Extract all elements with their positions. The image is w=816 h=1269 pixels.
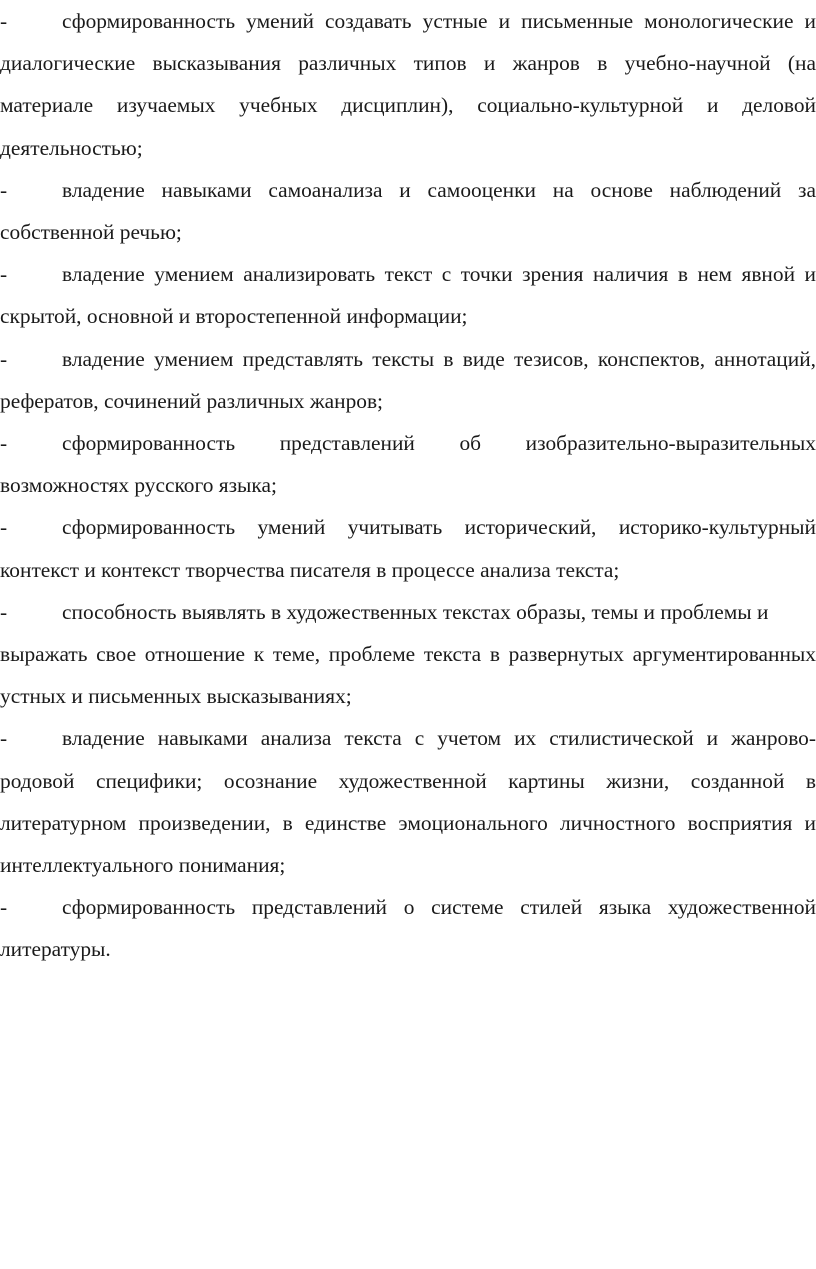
- list-item: [0, 506, 816, 590]
- list-item-text: владение навыками анализа текста с учетом их стилистической и жанрово-родовой специфики; осознание художественной картины жизни, созданной в литературном произведении, в единстве эмоционального личностного восприятия и интеллектуального понимания;: [0, 726, 816, 878]
- list-item-continuation: [0, 633, 816, 717]
- list-item: [0, 422, 816, 506]
- list-item-text: выражать свое отношение к теме, проблеме текста в развернутых аргументированных устных и письменных высказываниях;: [0, 642, 816, 709]
- list-item: [0, 253, 816, 337]
- list-item-text: сформированность умений создавать устные и письменные монологические и диалогические высказывания различных типов и жанров в учебно-научной (на материале изучаемых учебных дисциплин), социально-культурной и деловой деятельностью;: [0, 9, 816, 160]
- list-item: [0, 717, 816, 886]
- list-item: [0, 0, 816, 169]
- list-item: [0, 886, 816, 970]
- list-item-text: сформированность представлений об изобразительно-выразительных возможностях русского языка;: [0, 431, 816, 498]
- list-dash: -: [0, 726, 8, 751]
- list-dash: -: [0, 177, 8, 202]
- list-dash: -: [0, 262, 8, 287]
- list-dash: -: [0, 599, 8, 624]
- list-item: [0, 169, 816, 253]
- list-dash: -: [0, 515, 8, 540]
- list-item-text: владение умением анализировать текст с точки зрения наличия в нем явной и скрытой, основной и второстепенной информации;: [0, 262, 816, 329]
- list-item-text: сформированность представлений о системе стилей языка художественной литературы.: [0, 895, 816, 962]
- list-item: [0, 591, 816, 633]
- list-dash: -: [0, 895, 8, 920]
- list-item-text: сформированность умений учитывать исторический, историко-культурный контекст и контекст творчества писателя в процессе анализа текста;: [0, 515, 816, 582]
- list-item-text: владение навыками самоанализа и самооценки на основе наблюдений за собственной речью;: [0, 177, 816, 245]
- list-dash: -: [0, 9, 8, 33]
- list-dash: -: [0, 346, 8, 371]
- list-item-text: способность выявлять в художественных текстах образы, темы и проблемы и: [62, 599, 769, 624]
- list-item: [0, 338, 816, 422]
- list-item-text: владение умением представлять тексты в виде тезисов, конспектов, аннотаций, рефератов, сочинений различных жанров;: [0, 346, 816, 413]
- list-dash: -: [0, 431, 8, 456]
